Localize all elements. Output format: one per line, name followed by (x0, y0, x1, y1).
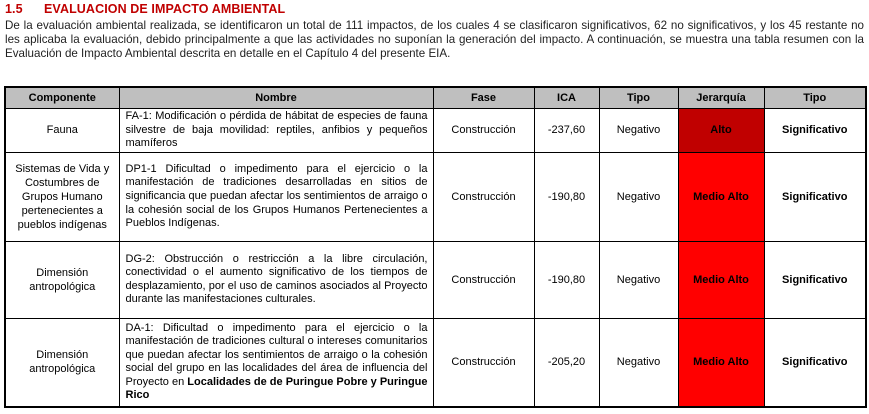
cell-jerarquia-medio-alto: Medio Alto (678, 318, 764, 407)
nombre-bold-text: Localidades de de Puringue Pobre y Puringue Rico (125, 375, 428, 402)
cell-componente: Fauna (5, 109, 119, 153)
cell-nombre (119, 241, 433, 318)
section-title: EVALUACION DE IMPACTO AMBIENTAL (44, 2, 286, 16)
cell-fase: Construcción (433, 318, 534, 407)
cell-fase: Construcción (433, 241, 534, 318)
col-header-componente: Componente (5, 87, 119, 109)
nombre-text: DG-2: Obstrucción o restricción a la libre circulación, conectividad o el aumento significativo de los tiempos de desplazamiento, por el uso de caminos asociados al Proyecto durante las manifestaciones culturales. (125, 252, 428, 306)
cell-fase: Construcción (433, 109, 534, 153)
col-header-nombre: Nombre (119, 87, 433, 109)
cell-tipo: Negativo (599, 152, 678, 241)
cell-nombre (119, 109, 433, 153)
nombre-text: DA-1: Dificultad o impedimento para el ejercicio o la manifestación de tradiciones cultural o intereses comunitarios que puedan afectar los sentimientos de arraigo o la cohesión social del grupo en las localidades del área de influencia del Proyecto en (125, 321, 428, 388)
table-row-fauna (5, 109, 866, 153)
cell-ica: -205,20 (534, 318, 599, 407)
table-row-sistemas-de-vida (5, 152, 866, 241)
table-header-row (5, 87, 866, 109)
cell-jerarquia-medio-alto: Medio Alto (678, 152, 764, 241)
col-header-ica: ICA (534, 87, 599, 109)
cell-jerarquia-medio-alto: Medio Alto (678, 241, 764, 318)
cell-componente: Dimensión antropológica (5, 318, 119, 407)
section-heading (5, 2, 285, 16)
cell-ica: -190,80 (534, 152, 599, 241)
cell-ica: -237,60 (534, 109, 599, 153)
cell-nombre (119, 152, 433, 241)
cell-componente: Dimensión antropológica (5, 241, 119, 318)
cell-componente: Sistemas de Vida y Costumbres de Grupos Humano pertenecientes a pueblos indígenas (5, 152, 119, 241)
section-number: 1.5 (5, 2, 23, 16)
cell-ica: -190,80 (534, 241, 599, 318)
cell-nombre (119, 318, 433, 407)
table-row-dimension-antropologica-dg2 (5, 241, 866, 318)
cell-fase: Construcción (433, 152, 534, 241)
col-header-fase: Fase (433, 87, 534, 109)
cell-tipo-significativo: Significativo (764, 152, 866, 241)
cell-tipo: Negativo (599, 241, 678, 318)
cell-tipo-significativo: Significativo (764, 109, 866, 153)
intro-paragraph: De la evaluación ambiental realizada, se identificaron un total de 111 impactos, de los cuales 4 se clasificaron significativos, 62 no significativos, y los 45 restante no les aplicaba la evaluación, debido principalmente a que las actividades no suponían la generación del impacto. A continuación, se muestra una tabla resumen con la Evaluación de Impacto Ambiental descrita en detalle en el Capítulo 4 del presente EIA. (5, 19, 864, 60)
cell-tipo: Negativo (599, 109, 678, 153)
nombre-text: FA-1: Modificación o pérdida de hábitat de especies de fauna silvestre de baja movilidad: reptiles, anfibios y pequeños mamíferos (125, 110, 428, 150)
cell-tipo: Negativo (599, 318, 678, 407)
col-header-jerarquia: Jerarquía (678, 87, 764, 109)
cell-jerarquia-alto: Alto (678, 109, 764, 153)
col-header-tipo-2: Tipo (764, 87, 866, 109)
nombre-text: DP1-1 Dificultad o impedimento para el ejercicio o la manifestación de tradiciones desarrolladas en sitios de significancia que puedan afectar los sentimientos de arraigo o la cohesión social de los Grupos Humanos Pertenecientes a Pueblos Indígenas. (125, 162, 428, 230)
col-header-tipo: Tipo (599, 87, 678, 109)
impact-evaluation-table (4, 86, 867, 408)
cell-tipo-significativo: Significativo (764, 318, 866, 407)
table-row-dimension-antropologica-da1 (5, 318, 866, 407)
cell-tipo-significativo: Significativo (764, 241, 866, 318)
